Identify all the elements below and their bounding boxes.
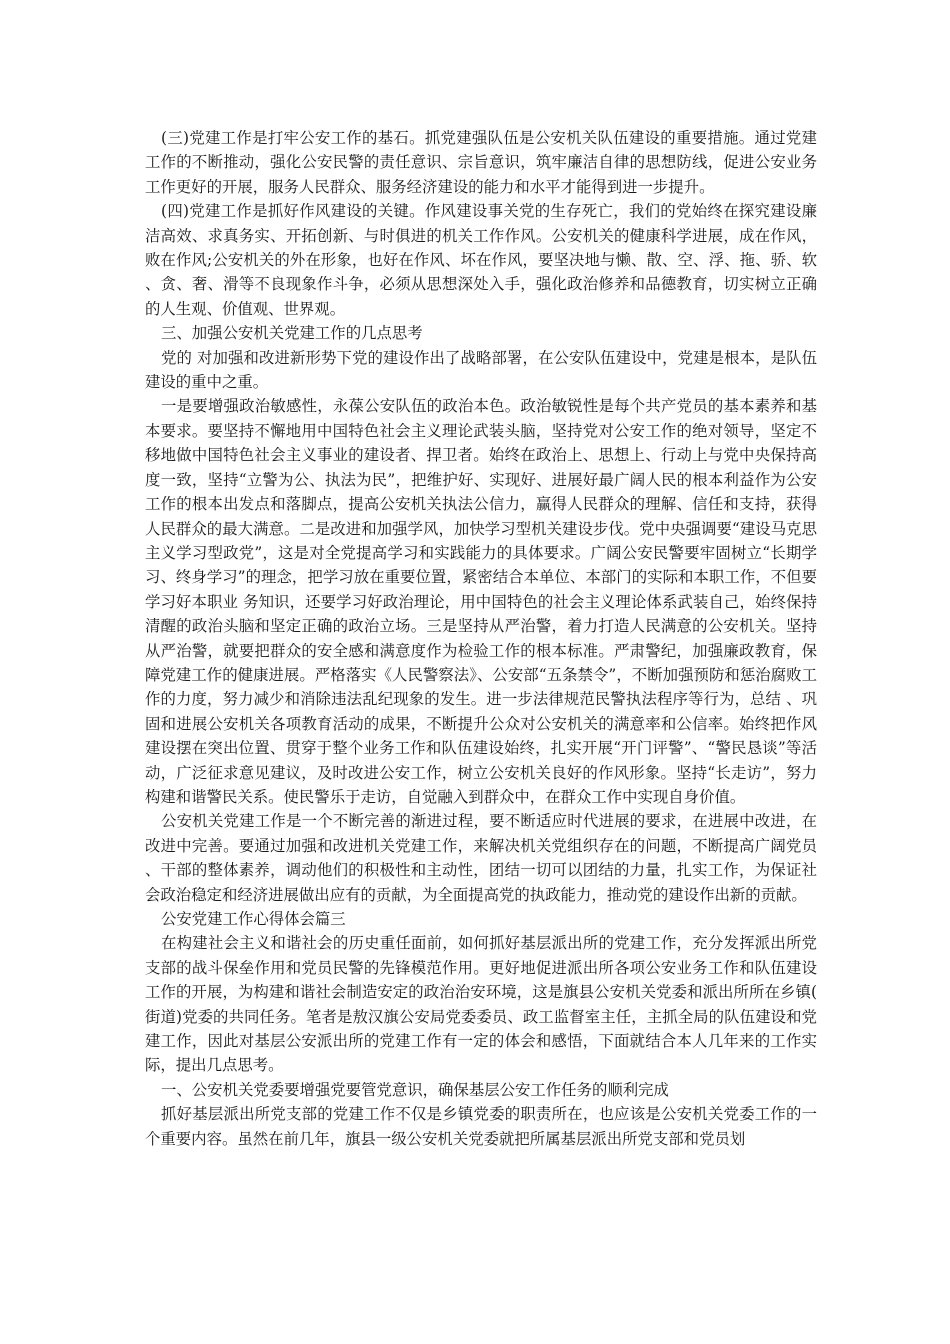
paragraph-party-deployment: 党的 对加强和改进新形势下党的建设作出了战略部署，在公安队伍建设中，党建是根本，是队伍建设的重中之重。 — [145, 348, 817, 392]
paragraph-party-building-foundation: (三)党建工作是打牢公安工作的基石。抓党建强队伍是公安机关队伍建设的重要措施。通过党建工作的不断推动，强化公安民警的责任意识、宗旨意识，筑牢廉洁自律的思想防线，促进公安业务工作更好的开展，服务人民群众、服务经济建设的能力和水平才能得到进一步提升。 — [145, 129, 817, 196]
paragraph-grassroots-station: 抓好基层派出所党支部的党建工作不仅是乡镇党委的职责所在，也应该是公安机关党委工作的一个重要内容。虽然在前几年，旗县一级公安机关党委就把所属基层派出所党支部和党员划 — [145, 1105, 817, 1148]
paragraph-gradual-process: 公安机关党建工作是一个不断完善的渐进过程，要不断适应时代进展的要求，在进展中改进，在改进中完善。要通过加强和改进机关党建工作，来解决机关党组织存在的问题，不断提高广阔党员、干部的整体素养，调动他们的积极性和主动性，团结一切可以团结的力量，扎实工作，为保证社会政治稳定和经济进展做出应有的贡献，为全面提高党的执政能力，推动党的建设作出新的贡献。 — [145, 812, 817, 904]
paragraph-political-sensitivity: 一是要增强政治敏感性，永葆公安队伍的政治本色。政治敏锐性是每个共产党员的基本素养和基本要求。要坚持不懈地用中国特色社会主义理论武装头脑，坚持党对公安工作的绝对领导，坚定不移地做中国特色社会主义事业的建设者、捍卫者。始终在政治上、思想上、行动上与党中央保持高度一致，坚持“立警为公、执法为民”，把维护好、实现好、进展好最广阔人民的根本利益作为公安工作的根本出发点和落脚点，提高公安机关执法公信力，赢得人民群众的理解、信任和支持，获得人民群众的最大满意。二是改进和加强学风，加快学习型机关建设步伐。党中央强调要“建设马克思主义学习型政党”，这是对全党提高学习和实践能力的具体要求。广阔公安民警要牢固树立“长期学习、终身学习”的理念，把学习放在重要位置，紧密结合本单位、本部门的实际和本职工作，不但要学习好本职业 务知识，还要学习好政治理论，用中国特色的社会主义理论体系武装自己，始终保持清醒的政治头脑和坚定正确的政治立场。三是坚持从严治警，着力打造人民满意的公安机关。坚持从严治警，就要把群众的安全感和满意度作为检验工作的根本标准。严肃警纪，加强廉政教育，保障党建工作的健康进展。严格落实《人民警察法》、公安部“五条禁令”，不断加强预防和惩治腐败工作的力度，努力减少和消除违法乱纪现象的发生。进一步法律规范民警执法程序等行为，总结 、巩固和进展公安机关各项教育活动的成果，不断提升公众对公安机关的满意率和公信率。始终把作风建设摆在突出位置、贯穿于整个业务工作和队伍建设始终，扎实开展“开门评警”、“警民恳谈”等活动，广泛征求意见建议，及时改进公安工作，树立公安机关良好的作风形象。坚持“长走访”，努力构建和谐警民关系。使民警乐于走访，自觉融入到群众中，在群众工作中实现自身价值。 — [145, 397, 817, 806]
section-heading-three: 三、加强公安机关党建工作的几点思考 — [161, 324, 423, 343]
paragraph-harmonious-society: 在构建社会主义和谐社会的历史重任面前，如何抓好基层派出所的党建工作，充分发挥派出所党支部的战斗保垒作用和党员民警的先锋模范作用。更好地促进派出所各项公安业务工作和队伍建设工作的开展，为构建和谐社会制造安定的政治治安环境，这是旗县公安机关党委和派出所所在乡镇(街道)党委的共同任务。笔者是敖汉旗公安局党委委员、政工监督室主任，主抓全局的队伍建设和党建工作，因此对基层公安派出所的党建工作有一定的体会和感悟，下面就结合本人几年来的工作实际，提出几点思考。 — [145, 934, 817, 1075]
paragraph-work-style-key: (四)党建工作是抓好作风建设的关键。作风建设事关党的生存死亡，我们的党始终在探究建设廉洁高效、求真务实、开拓创新、与时俱进的机关工作作风。公安机关的健康科学进展，成在作风，败在作风;公安机关的外在形象，也好在作风、坏在作风，要坚决地与懒、散、空、浮、拖、骄、软、贪、奢、滑等不良现象作斗争，必须从思想深处入手，强化政治修养和品德教育，切实树立正确的人生观、价值观、世界观。 — [145, 202, 817, 318]
article-title-part-three: 公安党建工作心得体会篇三 — [161, 910, 346, 928]
section-heading-one: 一、公安机关党委要增强党要管党意识，确保基层公安工作任务的顺利完成 — [161, 1080, 669, 1099]
document-page — [145, 126, 817, 1151]
